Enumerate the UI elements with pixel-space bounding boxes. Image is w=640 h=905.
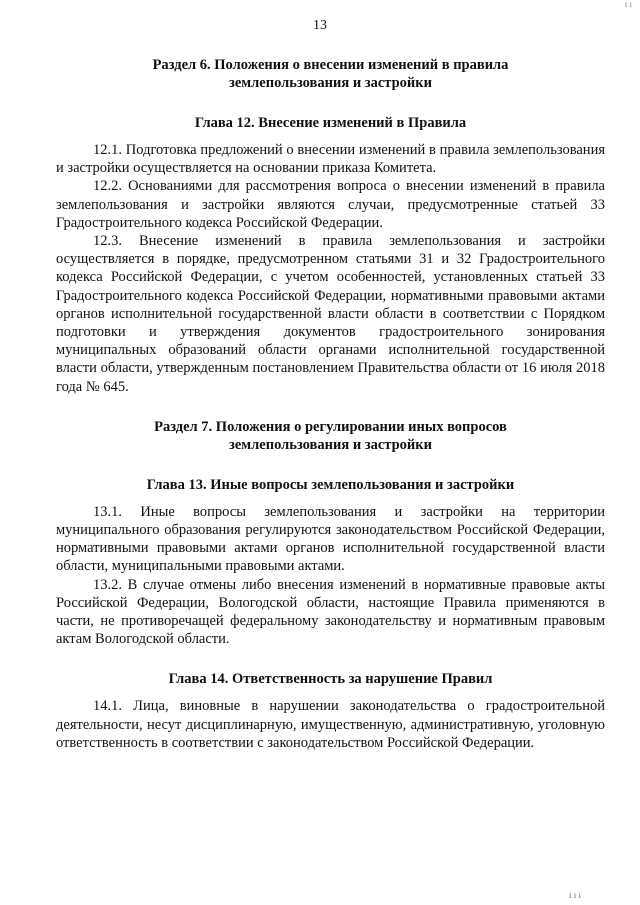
chapter-13-heading: Глава 13. Иные вопросы землепользования и застройки	[146, 476, 515, 493]
section-7-heading-line-2: землепользования и застройки	[229, 436, 432, 453]
paragraph-12-2: 12.2. Основаниями для рассмотрения вопроса о внесении изменений в правила землепользования и застройки являются случаи, предусмотренные статьей 33 Градостроительного кодекса Российской Федерации.	[56, 178, 605, 231]
paragraph-12-1: 12.1. Подготовка предложений о внесении изменений в правила землепользования и застройки осуществляется на основании приказа Комитета.	[56, 142, 605, 177]
scan-bottom-mark: ı ı ı	[569, 890, 582, 900]
section-6-heading-line-1: Раздел 6. Положения о внесении изменений в правила	[152, 57, 509, 73]
section-7	[56, 418, 605, 752]
paragraph-14-1: 14.1. Лица, виновные в нарушении законодательства о градостроительной деятельности, несут дисциплинарную, имущественную, административную, уголовную ответственность в соответствии с законодательством Российской Федерации.	[56, 698, 605, 751]
section-7-heading-line-1: Раздел 7. Положения о регулировании иных вопросов	[154, 418, 507, 435]
section-6-heading-line-2: землепользования и застройки	[229, 75, 432, 91]
section-6	[56, 56, 605, 396]
chapter-12-heading: Глава 12. Внесение изменений в Правила	[194, 115, 467, 131]
scan-corner-mark: ı ı	[624, 0, 632, 9]
chapter-13-text	[56, 503, 605, 649]
section-7-heading	[56, 418, 605, 454]
page-number: 13	[313, 18, 327, 33]
paragraph-12-3: 12.3. Внесение изменений в правила землепользования и застройки осуществляется в порядке, предусмотренном статьями 31 и 32 Градостроительного кодекса Российской Федерации, с учетом особенностей, установленных статьей 33 Градостроительного кодекса Российской Федерации, нормативными правовыми актами органов исполнительной государственной власти области в соответствии с Порядком подготовки и утверждения документов градостроительного зонирования муниципальных образований области органами исполнительной государственной власти области, утвержденным постановлением Правительства области от 16 июля 2018 года № 645.	[56, 233, 605, 395]
section-6-heading	[56, 56, 605, 92]
chapter-14-heading: Глава 14. Ответственность за нарушение Правил	[168, 671, 493, 688]
chapter-14-text	[56, 697, 605, 752]
chapter-13	[56, 476, 605, 649]
chapter-12	[56, 114, 605, 396]
document-body	[56, 56, 605, 752]
paragraph-13-1: 13.1. Иные вопросы землепользования и застройки на территории муниципального образования регулируются законодательством Российской Федерации, нормативными правовыми актами органов исполнительной государственной власти области, муниципальными правовыми актами.	[56, 503, 605, 575]
chapter-14	[56, 670, 605, 752]
chapter-12-text	[56, 141, 605, 396]
paragraph-13-2: 13.2. В случае отмены либо внесения изменений в нормативные правовые акты Российской Федерации, Вологодской области, настоящие Правила применяются в части, не противоречащей федеральному законодательству и нормативным правовым актам Вологодской области.	[56, 576, 605, 648]
